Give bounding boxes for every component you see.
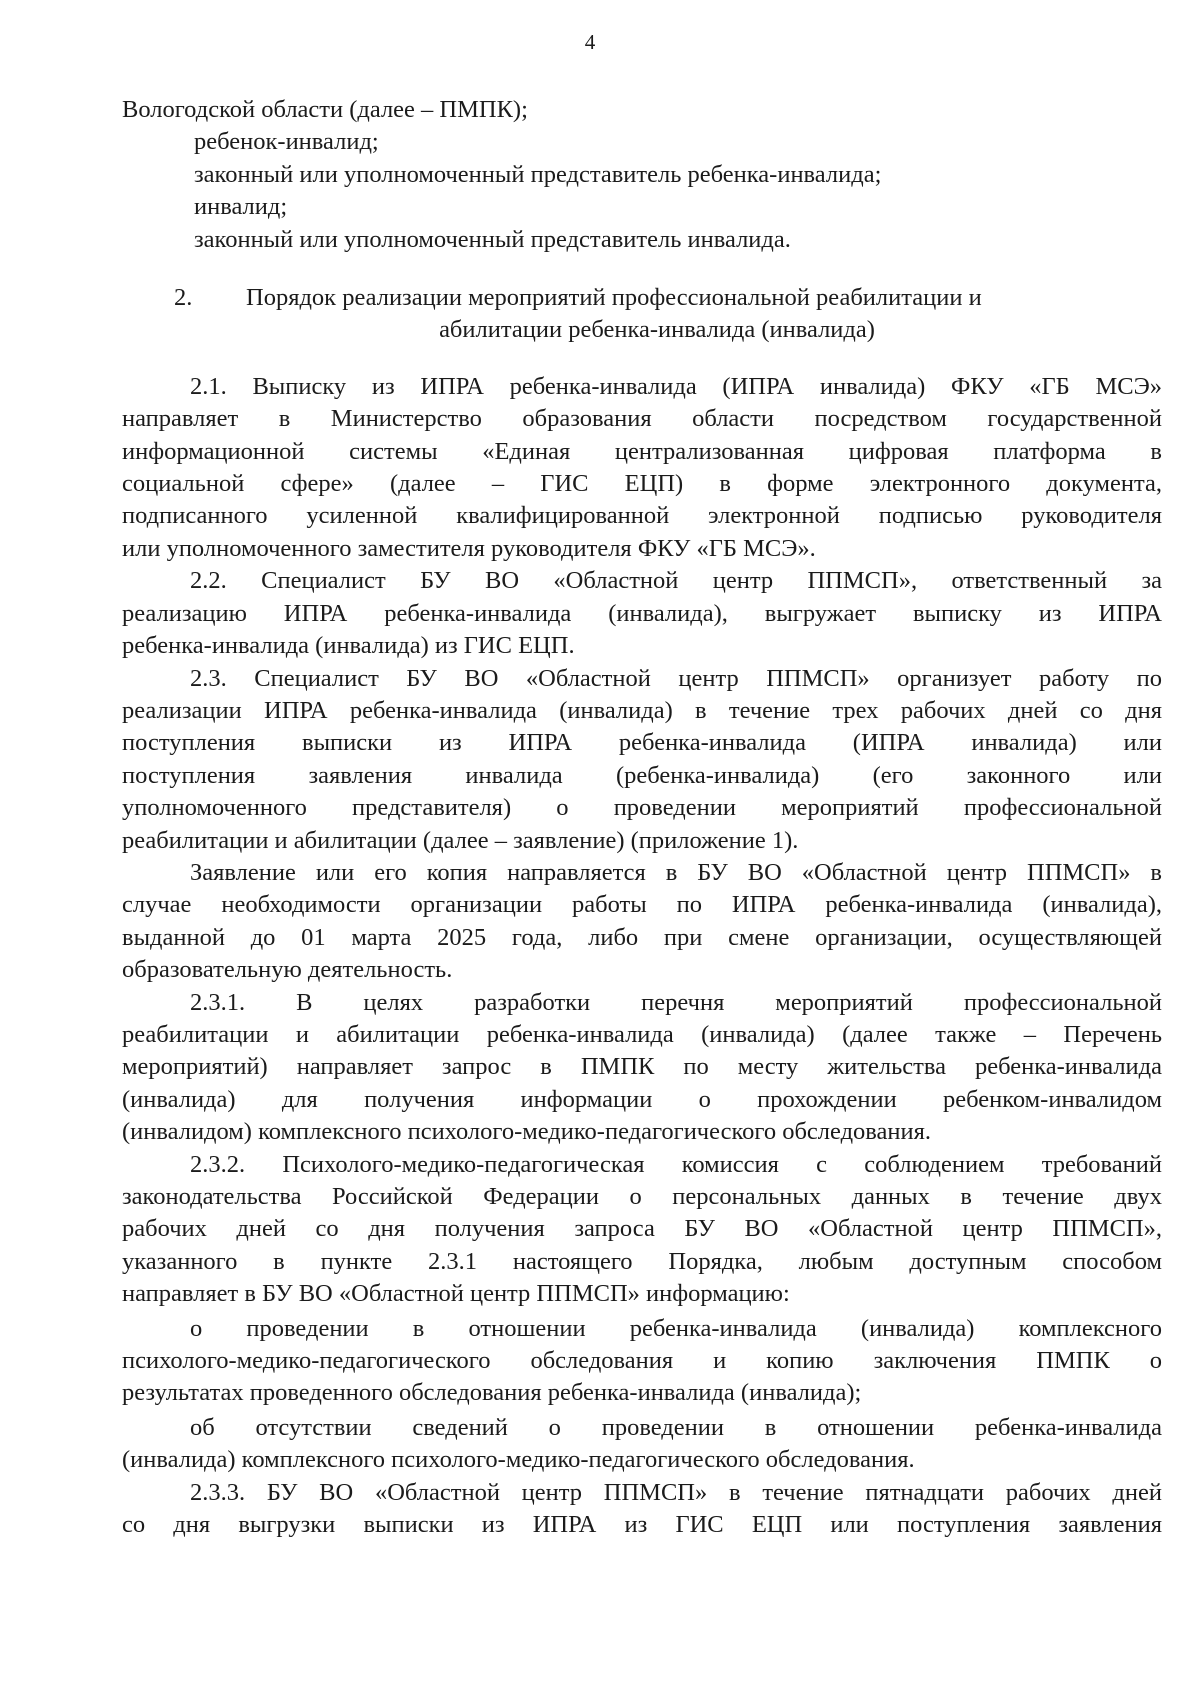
text-line: подписанного усиленной квалифицированной электронной подписью руководителя xyxy=(122,502,1162,530)
text-line: социальной сфере» (далее – ГИС ЕЦП) в форме электронного документа, xyxy=(122,470,1162,498)
intro-line: инвалид; xyxy=(194,193,288,221)
text-line: реабилитации и абилитации ребенка-инвалида (инвалида) (далее также – Перечень xyxy=(122,1020,1162,1048)
paragraph-statement xyxy=(122,857,1162,987)
text-line: указанного в пункте 2.3.1 настоящего Порядка, любым доступным способом xyxy=(122,1247,1162,1275)
text-line: реализацию ИПРА ребенка-инвалида (инвалида), выгружает выписку из ИПРА xyxy=(122,599,1162,627)
section-title-line2: абилитации ребенка-инвалида (инвалида) xyxy=(439,316,875,344)
text-line: (инвалида) для получения информации о прохождении ребенком-инвалидом xyxy=(122,1085,1162,1113)
paragraph-2-3-1 xyxy=(122,987,1162,1149)
section-title-line1: Порядок реализации мероприятий профессиональной реабилитации и xyxy=(246,284,982,312)
text-line: 2.3.1. В целях разработки перечня мероприятий профессиональной xyxy=(190,988,1162,1016)
text-line: 2.3.3. БУ ВО «Областной центр ППМСП» в течение пятнадцати рабочих дней xyxy=(190,1478,1162,1506)
paragraph-2-1 xyxy=(122,371,1162,565)
text-line: выданной до 01 марта 2025 года, либо при смене организации, осуществляющей xyxy=(122,923,1162,951)
section-heading xyxy=(122,282,1162,347)
text-line: случае необходимости организации работы по ИПРА ребенка-инвалида (инвалида), xyxy=(122,891,1162,919)
text-line: рабочих дней со дня получения запроса БУ ВО «Областной центр ППМСП», xyxy=(122,1215,1162,1243)
text-line: направляет в БУ ВО «Областной центр ППМСП» информацию: xyxy=(122,1280,790,1308)
text-line: со дня выгрузки выписки из ИПРА из ГИС ЕЦП или поступления заявления xyxy=(122,1511,1162,1539)
list-item-info-absent xyxy=(122,1412,1162,1477)
text-line: реабилитации и абилитации (далее – заявление) (приложение 1). xyxy=(122,826,799,854)
text-line: 2.2. Специалист БУ ВО «Областной центр ППМСП», ответственный за xyxy=(190,567,1162,595)
text-line: Заявление или его копия направляется в БУ ВО «Областной центр ППМСП» в xyxy=(190,858,1162,886)
paragraph-2-2 xyxy=(122,565,1162,662)
list-item-info-conducted xyxy=(122,1313,1162,1410)
paragraph-2-3 xyxy=(122,663,1162,857)
document-body xyxy=(122,94,1162,1541)
paragraph-2-3-3 xyxy=(122,1477,1162,1542)
intro-line: законный или уполномоченный представитель инвалида. xyxy=(194,225,791,253)
text-line: поступления заявления инвалида (ребенка-инвалида) (его законного или xyxy=(122,761,1162,789)
text-line: о проведении в отношении ребенка-инвалида (инвалида) комплексного xyxy=(190,1314,1162,1342)
intro-line: Вологодской области (далее – ПМПК); xyxy=(122,96,528,123)
section-number: 2. xyxy=(174,284,193,312)
text-line: (инвалидом) комплексного психолого-медико-педагогического обследования. xyxy=(122,1118,932,1146)
text-line: психолого-медико-педагогического обследования и копию заключения ПМПК о xyxy=(122,1347,1162,1375)
text-line: 2.3.2. Психолого-медико-педагогическая комиссия с соблюдением требований xyxy=(190,1150,1162,1178)
text-line: поступления выписки из ИПРА ребенка-инвалида (ИПРА инвалида) или xyxy=(122,729,1162,757)
intro-line: ребенок-инвалид; xyxy=(194,128,379,156)
text-line: мероприятий) направляет запрос в ПМПК по месту жительства ребенка-инвалида xyxy=(122,1053,1162,1081)
text-line: уполномоченного представителя) о проведении мероприятий профессиональной xyxy=(122,794,1162,822)
text-line: (инвалида) комплексного психолого-медико-педагогического обследования. xyxy=(122,1446,915,1474)
text-line: направляет в Министерство образования области посредством государственной xyxy=(122,405,1162,433)
text-line: или уполномоченного заместителя руководителя ФКУ «ГБ МСЭ». xyxy=(122,534,816,562)
text-line: ребенка-инвалида (инвалида) из ГИС ЕЦП. xyxy=(122,632,575,660)
text-line: результатах проведенного обследования ребенка-инвалида (инвалида); xyxy=(122,1379,862,1407)
intro-line: законный или уполномоченный представитель ребенка-инвалида; xyxy=(194,160,882,188)
paragraph-2-3-2 xyxy=(122,1149,1162,1311)
text-line: законодательства Российской Федерации о персональных данных в течение двух xyxy=(122,1183,1162,1210)
page-number: 4 xyxy=(584,30,596,54)
text-line: 2.3. Специалист БУ ВО «Областной центр ППМСП» организует работу по xyxy=(190,664,1162,692)
text-line: образовательную деятельность. xyxy=(122,956,453,984)
text-line: реализации ИПРА ребенка-инвалида (инвалида) в течение трех рабочих дней со дня xyxy=(122,696,1162,724)
text-line: об отсутствии сведений о проведении в отношении ребенка-инвалида xyxy=(190,1413,1162,1441)
text-line: 2.1. Выписку из ИПРА ребенка-инвалида (ИПРА инвалида) ФКУ «ГБ МСЭ» xyxy=(190,372,1162,400)
text-line: информационной системы «Единая централизованная цифровая платформа в xyxy=(122,437,1162,465)
